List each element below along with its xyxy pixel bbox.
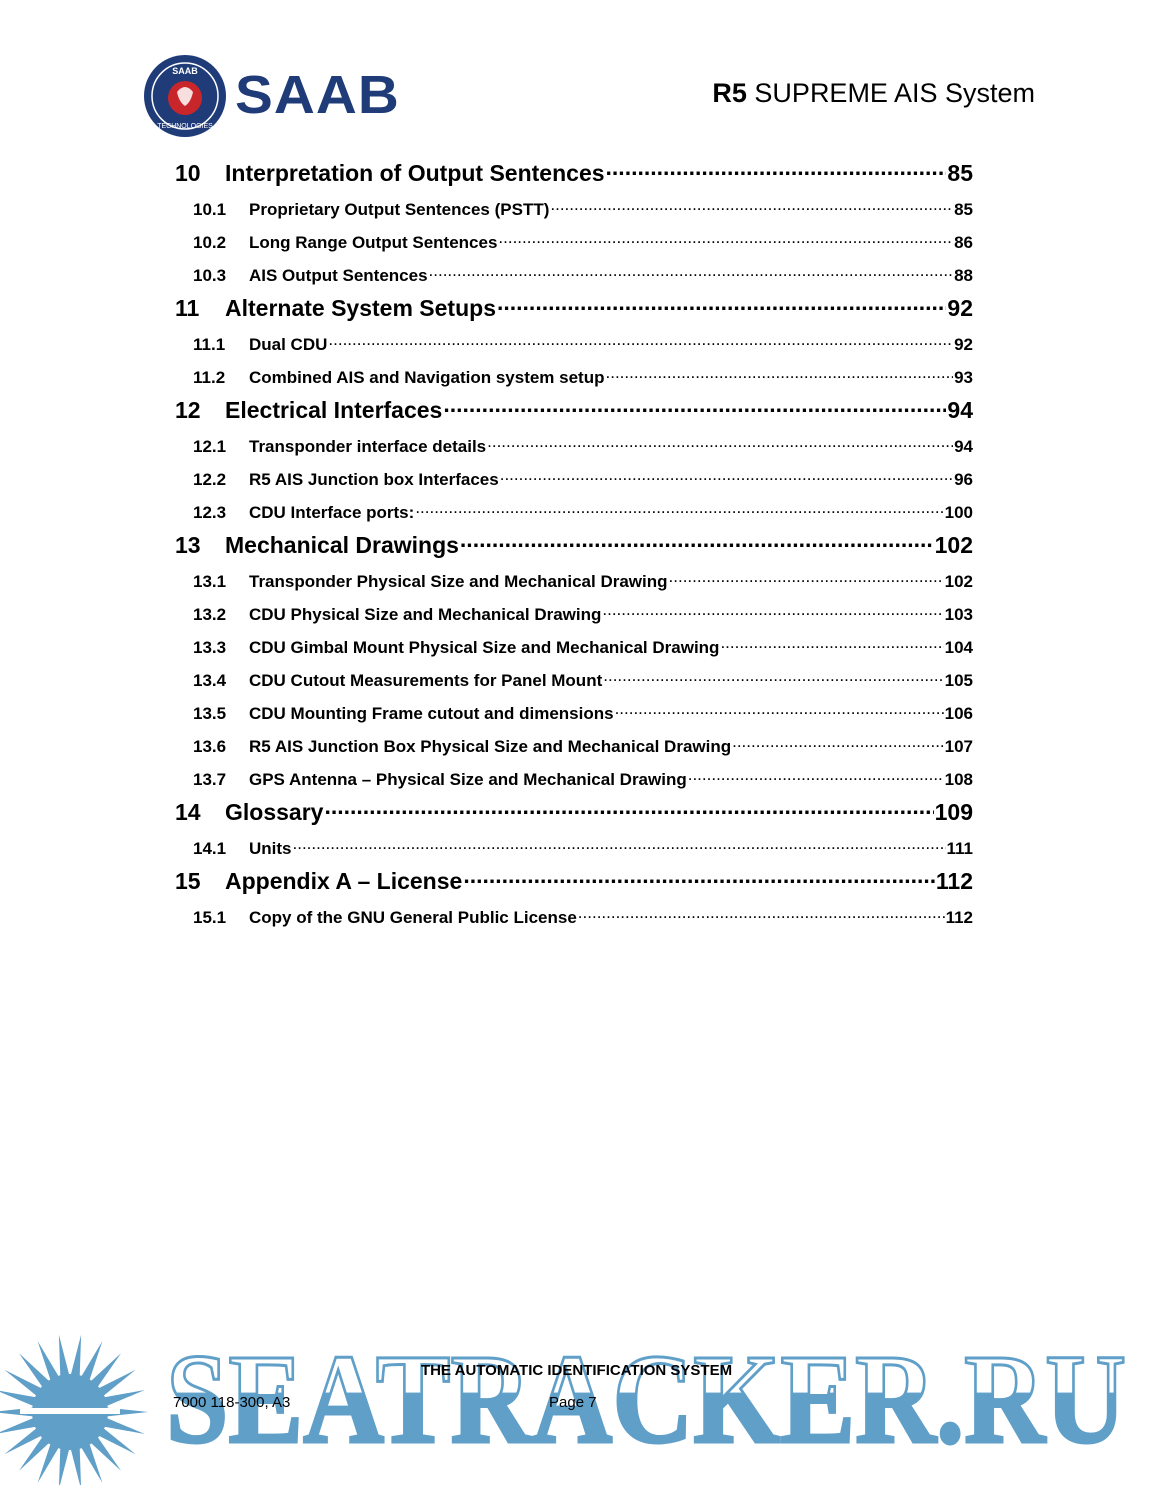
- toc-entry-page: 96: [954, 470, 973, 489]
- toc-entry-title: Proprietary Output Sentences (PSTT): [249, 200, 550, 219]
- seal-top-text: SAAB: [172, 66, 198, 76]
- toc-chapter-entry[interactable]: [175, 291, 973, 327]
- toc-entry-title: Combined AIS and Navigation system setup: [249, 368, 605, 387]
- toc-entry-number: 15.1: [193, 908, 227, 927]
- toc-entry-page: 102: [934, 532, 973, 558]
- toc-dot-leader: [429, 264, 954, 281]
- toc-dot-leader: [720, 636, 943, 653]
- toc-entry-page: 107: [944, 737, 973, 756]
- toc-entry-title: CDU Interface ports:: [249, 503, 415, 522]
- toc-chapter-entry[interactable]: [175, 864, 973, 900]
- product-title: [712, 80, 1035, 107]
- toc-dot-leader: [460, 530, 934, 553]
- toc-entry-title: CDU Physical Size and Mechanical Drawing: [249, 605, 602, 624]
- toc-entry-page: 108: [944, 770, 973, 789]
- toc-entry-title: AIS Output Sentences: [249, 266, 428, 285]
- toc-dot-leader: [487, 435, 953, 452]
- toc-entry-number: 13.6: [193, 737, 227, 756]
- toc-dot-leader: [463, 866, 935, 889]
- toc-entry-title: Long Range Output Sentences: [249, 233, 498, 252]
- toc-dot-leader: [500, 468, 953, 485]
- toc-entry-number: 13.1: [193, 572, 227, 591]
- toc-entry-page: 106: [944, 704, 973, 723]
- toc-chapter-entry[interactable]: [175, 528, 973, 564]
- toc-dot-leader: [669, 570, 944, 587]
- toc-entry-title: R5 AIS Junction box Interfaces: [249, 470, 499, 489]
- toc-entry-page: 85: [947, 160, 973, 186]
- toc-section-entry[interactable]: [175, 564, 973, 597]
- toc-section-entry[interactable]: [175, 630, 973, 663]
- toc-chapter-entry[interactable]: [175, 795, 973, 831]
- toc-section-entry[interactable]: [175, 831, 973, 864]
- toc-dot-leader: [415, 501, 943, 518]
- toc-entry-number: 11.1: [193, 335, 226, 354]
- sun-burst-icon: [0, 1320, 165, 1485]
- saab-wordmark: SAAB: [235, 65, 400, 125]
- toc-entry-page: 104: [944, 638, 973, 657]
- toc-entry-number: 14.1: [193, 839, 227, 858]
- toc-entry-title: Units: [249, 839, 292, 858]
- toc-dot-leader: [443, 395, 946, 418]
- saab-logo: [143, 54, 413, 140]
- toc-section-entry[interactable]: [175, 225, 973, 258]
- saab-seal-icon: [143, 54, 227, 138]
- toc-section-entry[interactable]: [175, 900, 973, 933]
- toc-section-entry[interactable]: [175, 696, 973, 729]
- toc-entry-title: Alternate System Setups: [225, 295, 496, 321]
- toc-entry-title: Copy of the GNU General Public License: [249, 908, 577, 927]
- toc-dot-leader: [615, 702, 944, 719]
- toc-entry-number: 15: [175, 868, 201, 894]
- toc-entry-number: 13: [175, 532, 201, 558]
- product-title-bold: R5: [712, 78, 747, 108]
- toc-entry-title: Mechanical Drawings: [225, 532, 459, 558]
- toc-entry-page: 102: [944, 572, 973, 591]
- toc-entry-page: 94: [947, 397, 973, 423]
- toc-entry-title: Transponder Physical Size and Mechanical Drawing: [249, 572, 668, 591]
- toc-dot-leader: [293, 837, 946, 854]
- toc-entry-number: 13.5: [193, 704, 227, 723]
- toc-entry-number: 13.7: [193, 770, 227, 789]
- footer-title: THE AUTOMATIC IDENTIFICATION SYSTEM: [421, 1362, 733, 1379]
- toc-entry-page: 109: [934, 799, 973, 825]
- toc-entry-title: CDU Mounting Frame cutout and dimensions: [249, 704, 614, 723]
- toc-section-entry[interactable]: [175, 729, 973, 762]
- toc-entry-page: 103: [944, 605, 973, 624]
- toc-dot-leader: [606, 366, 954, 383]
- toc-entry-page: 111: [946, 839, 973, 858]
- toc-entry-number: 14: [175, 799, 201, 825]
- toc-dot-leader: [497, 293, 946, 316]
- toc-entry-title: Appendix A – License: [225, 868, 463, 894]
- toc-chapter-entry[interactable]: [175, 393, 973, 429]
- toc-entry-page: 86: [954, 233, 973, 252]
- toc-section-entry[interactable]: [175, 462, 973, 495]
- toc-dot-leader: [328, 333, 953, 350]
- toc-section-entry[interactable]: [175, 327, 973, 360]
- toc-entry-title: Interpretation of Output Sentences: [225, 160, 605, 186]
- toc-section-entry[interactable]: [175, 597, 973, 630]
- toc-entry-number: 12.3: [193, 503, 227, 522]
- toc-entry-number: 13.2: [193, 605, 227, 624]
- toc-section-entry[interactable]: [175, 663, 973, 696]
- toc-entry-number: 13.3: [193, 638, 227, 657]
- toc-section-entry[interactable]: [175, 360, 973, 393]
- watermark-text: SEATRACKER.RU: [166, 1336, 1126, 1456]
- toc-entry-page: 92: [954, 335, 973, 354]
- toc-section-entry[interactable]: [175, 495, 973, 528]
- toc-dot-leader: [578, 906, 945, 923]
- toc-entry-page: 85: [954, 200, 973, 219]
- toc-entry-title: R5 AIS Junction Box Physical Size and Mechanical Drawing: [249, 737, 732, 756]
- toc-section-entry[interactable]: [175, 429, 973, 462]
- toc-entry-page: 94: [954, 437, 973, 456]
- toc-entry-number: 12.1: [193, 437, 227, 456]
- toc-entry-number: 10.3: [193, 266, 227, 285]
- toc-entry-page: 112: [945, 908, 973, 927]
- toc-entry-number: 10.2: [193, 233, 227, 252]
- toc-entry-page: 100: [944, 503, 973, 522]
- toc-section-entry[interactable]: [175, 258, 973, 291]
- footer-document-number: 7000 118-300, A3: [173, 1394, 291, 1411]
- toc-dot-leader: [602, 603, 943, 620]
- toc-entry-title: CDU Gimbal Mount Physical Size and Mechanical Drawing: [249, 638, 720, 657]
- toc-dot-leader: [603, 669, 943, 686]
- toc-entry-number: 12.2: [193, 470, 227, 489]
- table-of-contents: [175, 156, 973, 933]
- toc-entry-page: 92: [947, 295, 973, 321]
- toc-entry-title: Electrical Interfaces: [225, 397, 443, 423]
- toc-entry-title: CDU Cutout Measurements for Panel Mount: [249, 671, 603, 690]
- footer-page-number: Page 7: [549, 1394, 597, 1411]
- toc-dot-leader: [550, 198, 953, 215]
- toc-dot-leader: [324, 797, 933, 820]
- toc-entry-title: GPS Antenna – Physical Size and Mechanical Drawing: [249, 770, 687, 789]
- seal-bottom-text: TECHNOLOGIES: [157, 123, 213, 130]
- product-title-rest: SUPREME AIS System: [754, 78, 1035, 108]
- toc-chapter-entry[interactable]: [175, 156, 973, 192]
- toc-entry-title: Transponder interface details: [249, 437, 487, 456]
- toc-section-entry[interactable]: [175, 192, 973, 225]
- toc-entry-title: Glossary: [225, 799, 324, 825]
- toc-section-entry[interactable]: [175, 762, 973, 795]
- sun-horizon: [20, 1408, 120, 1414]
- toc-entry-number: 10.1: [193, 200, 227, 219]
- toc-entry-page: 88: [954, 266, 973, 285]
- toc-entry-number: 13.4: [193, 671, 227, 690]
- toc-dot-leader: [606, 158, 947, 181]
- toc-dot-leader: [498, 231, 953, 248]
- toc-entry-page: 105: [944, 671, 973, 690]
- toc-entry-title: Dual CDU: [249, 335, 328, 354]
- toc-dot-leader: [688, 768, 944, 785]
- toc-entry-page: 112: [935, 868, 973, 894]
- toc-entry-number: 10: [175, 160, 201, 186]
- toc-entry-page: 93: [954, 368, 973, 387]
- toc-entry-number: 11.2: [193, 368, 226, 387]
- toc-dot-leader: [732, 735, 944, 752]
- toc-entry-number: 11: [175, 295, 200, 321]
- toc-entry-number: 12: [175, 397, 201, 423]
- watermark: [160, 1336, 1140, 1456]
